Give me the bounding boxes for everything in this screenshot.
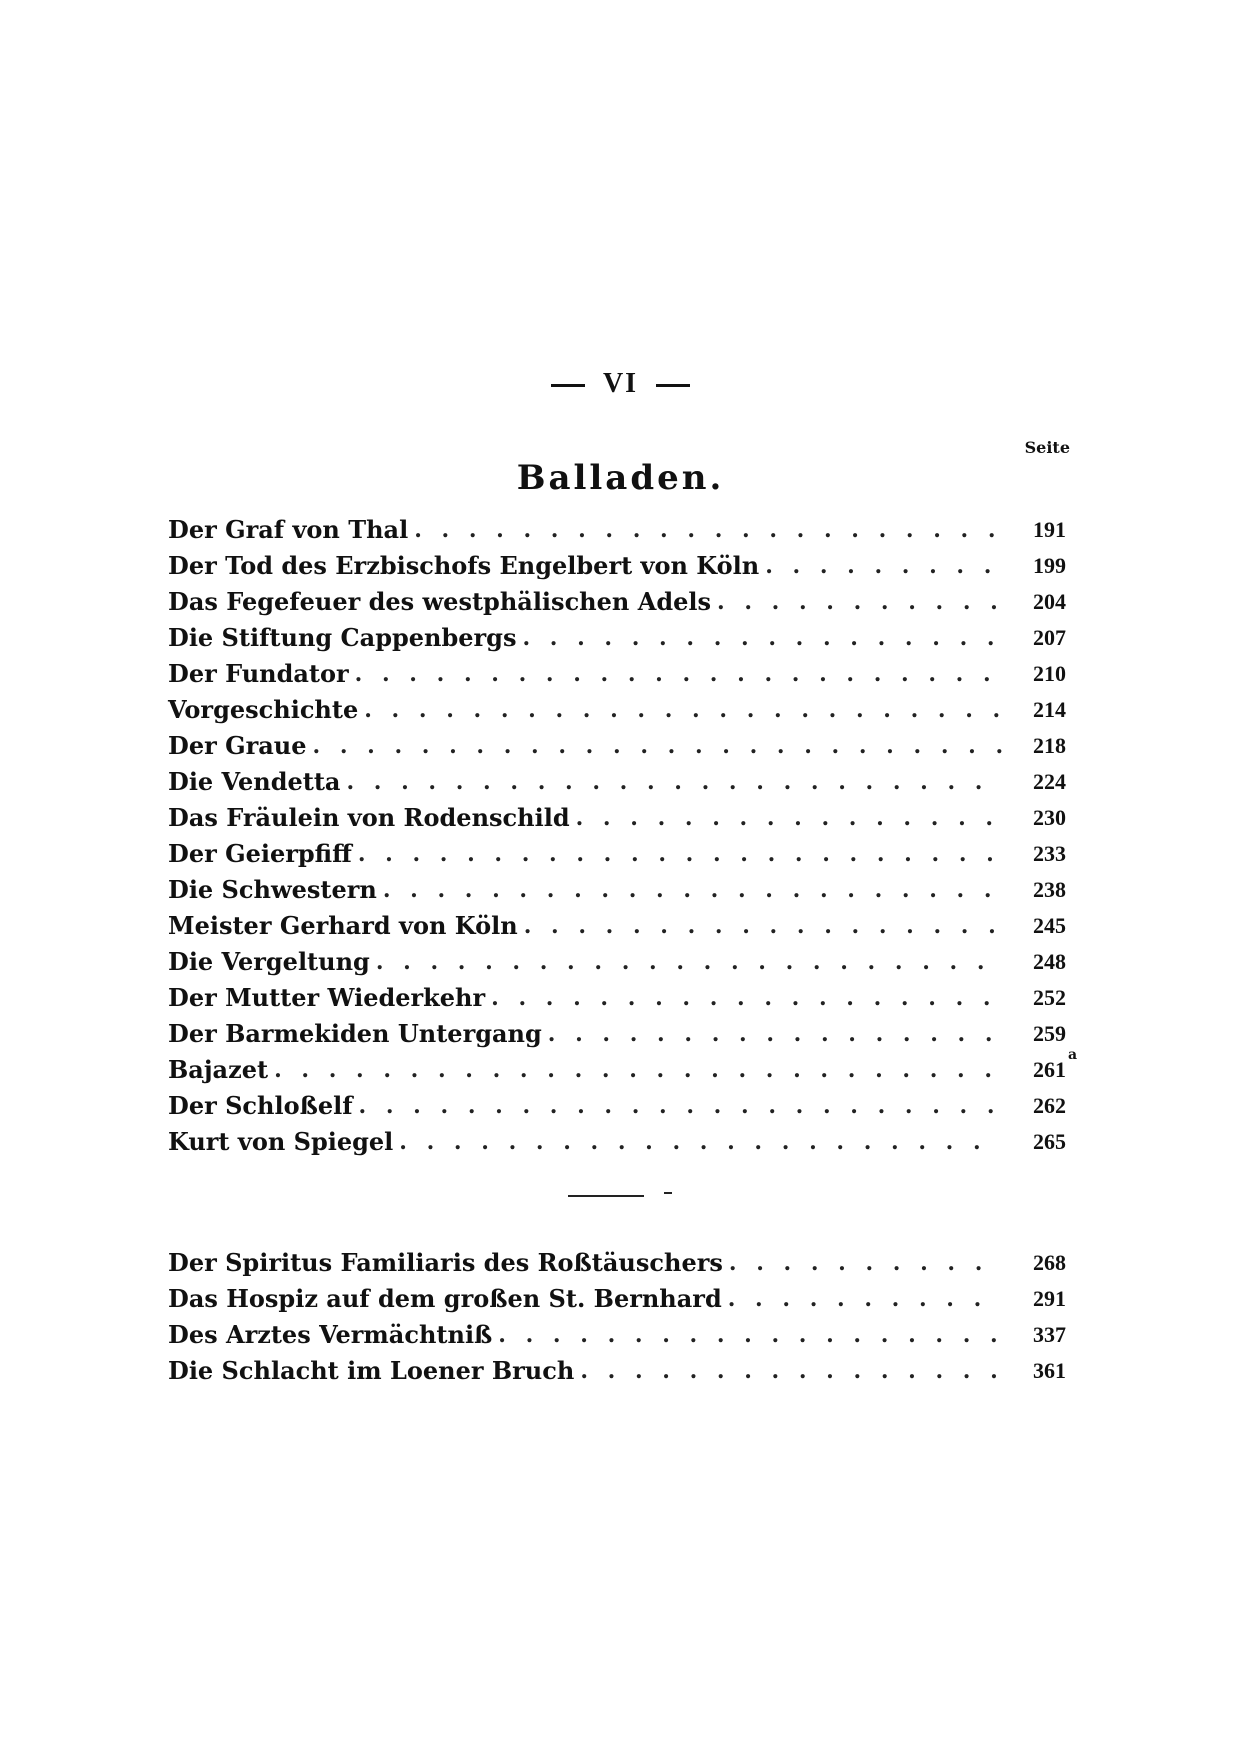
toc-page: 361 [1033,1358,1066,1383]
toc-page: 233 [1033,841,1066,866]
toc-page: 265 [1033,1129,1066,1154]
toc-row [168,1124,1066,1160]
toc-leader [346,764,1002,800]
toc-page: 207 [1033,625,1066,650]
toc-page: 199 [1033,553,1066,578]
page-header [0,368,1241,400]
toc-leader [376,944,1002,980]
toc-leader [728,1281,998,1317]
toc-page: 262 [1033,1093,1066,1118]
toc-page: 291 [1033,1286,1066,1311]
toc-page: 245 [1033,913,1066,938]
toc-leader [491,980,1002,1016]
toc-row [168,692,1066,728]
toc-row [168,656,1066,692]
toc-row [168,764,1066,800]
toc-page: 252 [1033,985,1066,1010]
toc-page: 261 [1033,1057,1066,1082]
header-dash-right [656,384,690,387]
toc-page: 259 [1033,1021,1066,1046]
toc-page: 191 [1033,517,1066,542]
toc-row [168,1353,1066,1389]
toc-title: Das Fegefeuer des westphälischen Adels [168,587,711,616]
toc-title: Vorgeschichte [168,695,359,724]
toc-title: Der Barmekiden Untergang [168,1019,542,1048]
toc-leader [355,656,1002,692]
seite-label: Seite [1024,438,1070,457]
toc-row [168,1088,1066,1124]
toc-leader [524,908,1002,944]
page-number: VI [602,368,639,399]
toc-title: Das Fräulein von Rodenschild [168,803,570,832]
toc-title: Die Vergeltung [168,947,370,976]
toc-page: 214 [1033,697,1066,722]
section-heading: Balladen. [516,458,725,498]
toc-leader [313,728,1003,764]
toc-row [168,836,1066,872]
toc-row [168,1016,1066,1052]
section-divider [568,1195,644,1197]
toc-leader [383,872,1002,908]
toc-leader [359,1088,1002,1124]
toc-leader [414,512,1002,548]
toc-leader [576,800,1002,836]
toc-leader [364,692,1002,728]
toc-row [168,548,1066,584]
toc-title: Bajazet [168,1055,269,1084]
toc-page: 268 [1033,1250,1066,1275]
toc-page: 337 [1033,1322,1066,1347]
toc-leader [358,836,1002,872]
toc-title: Des Arztes Vermächtniß [168,1320,493,1349]
toc-leader [399,1124,1002,1160]
toc-row [168,944,1066,980]
header-dash-left [551,384,585,387]
margin-mark: a [1068,1047,1078,1063]
section-divider-tail [664,1192,672,1194]
toc-leader [274,1052,1002,1088]
toc-title: Der Spiritus Familiaris des Roßtäuschers [168,1248,723,1277]
toc-title: Kurt von Spiegel [168,1127,394,1156]
toc-page: 248 [1033,949,1066,974]
toc-leader [548,1016,1002,1052]
toc-row [168,512,1066,548]
toc-page: 204 [1033,589,1066,614]
toc-page: 218 [1033,733,1066,758]
toc-page: 210 [1033,661,1066,686]
toc-leader [729,1245,998,1281]
toc-leader [498,1317,998,1353]
toc-row [168,800,1066,836]
toc-page: 230 [1033,805,1066,830]
toc-leader [580,1353,998,1389]
toc-title: Die Schlacht im Loener Bruch [168,1356,575,1385]
toc-title: Die Schwestern [168,875,377,904]
toc-page: 224 [1033,769,1066,794]
toc-page: 238 [1033,877,1066,902]
toc-row [168,1245,1066,1281]
toc-leader [765,548,1002,584]
other-entries-toc [168,1245,1066,1389]
toc-row [168,584,1066,620]
toc-row [168,872,1066,908]
toc-row [168,728,1066,764]
toc-leader [717,584,1002,620]
toc-title: Der Mutter Wiederkehr [168,983,486,1012]
toc-row [168,1052,1066,1088]
toc-title: Meister Gerhard von Köln [168,911,518,940]
toc-leader [522,620,1002,656]
toc-row [168,1281,1066,1317]
toc-title: Der Graf von Thal [168,515,409,544]
toc-row [168,1317,1066,1353]
toc-title: Die Vendetta [168,767,341,796]
toc-title: Der Graue [168,731,307,760]
toc-title: Der Schloßelf [168,1091,353,1120]
toc-title: Der Geierpfiff [168,839,352,868]
toc-title: Die Stiftung Cappenbergs [168,623,517,652]
toc-row [168,980,1066,1016]
toc-title: Der Tod des Erzbischofs Engelbert von Köln [168,551,760,580]
ballads-toc [168,512,1066,1160]
toc-title: Der Fundator [168,659,349,688]
toc-row [168,620,1066,656]
toc-row [168,908,1066,944]
toc-title: Das Hospiz auf dem großen St. Bernhard [168,1284,722,1313]
